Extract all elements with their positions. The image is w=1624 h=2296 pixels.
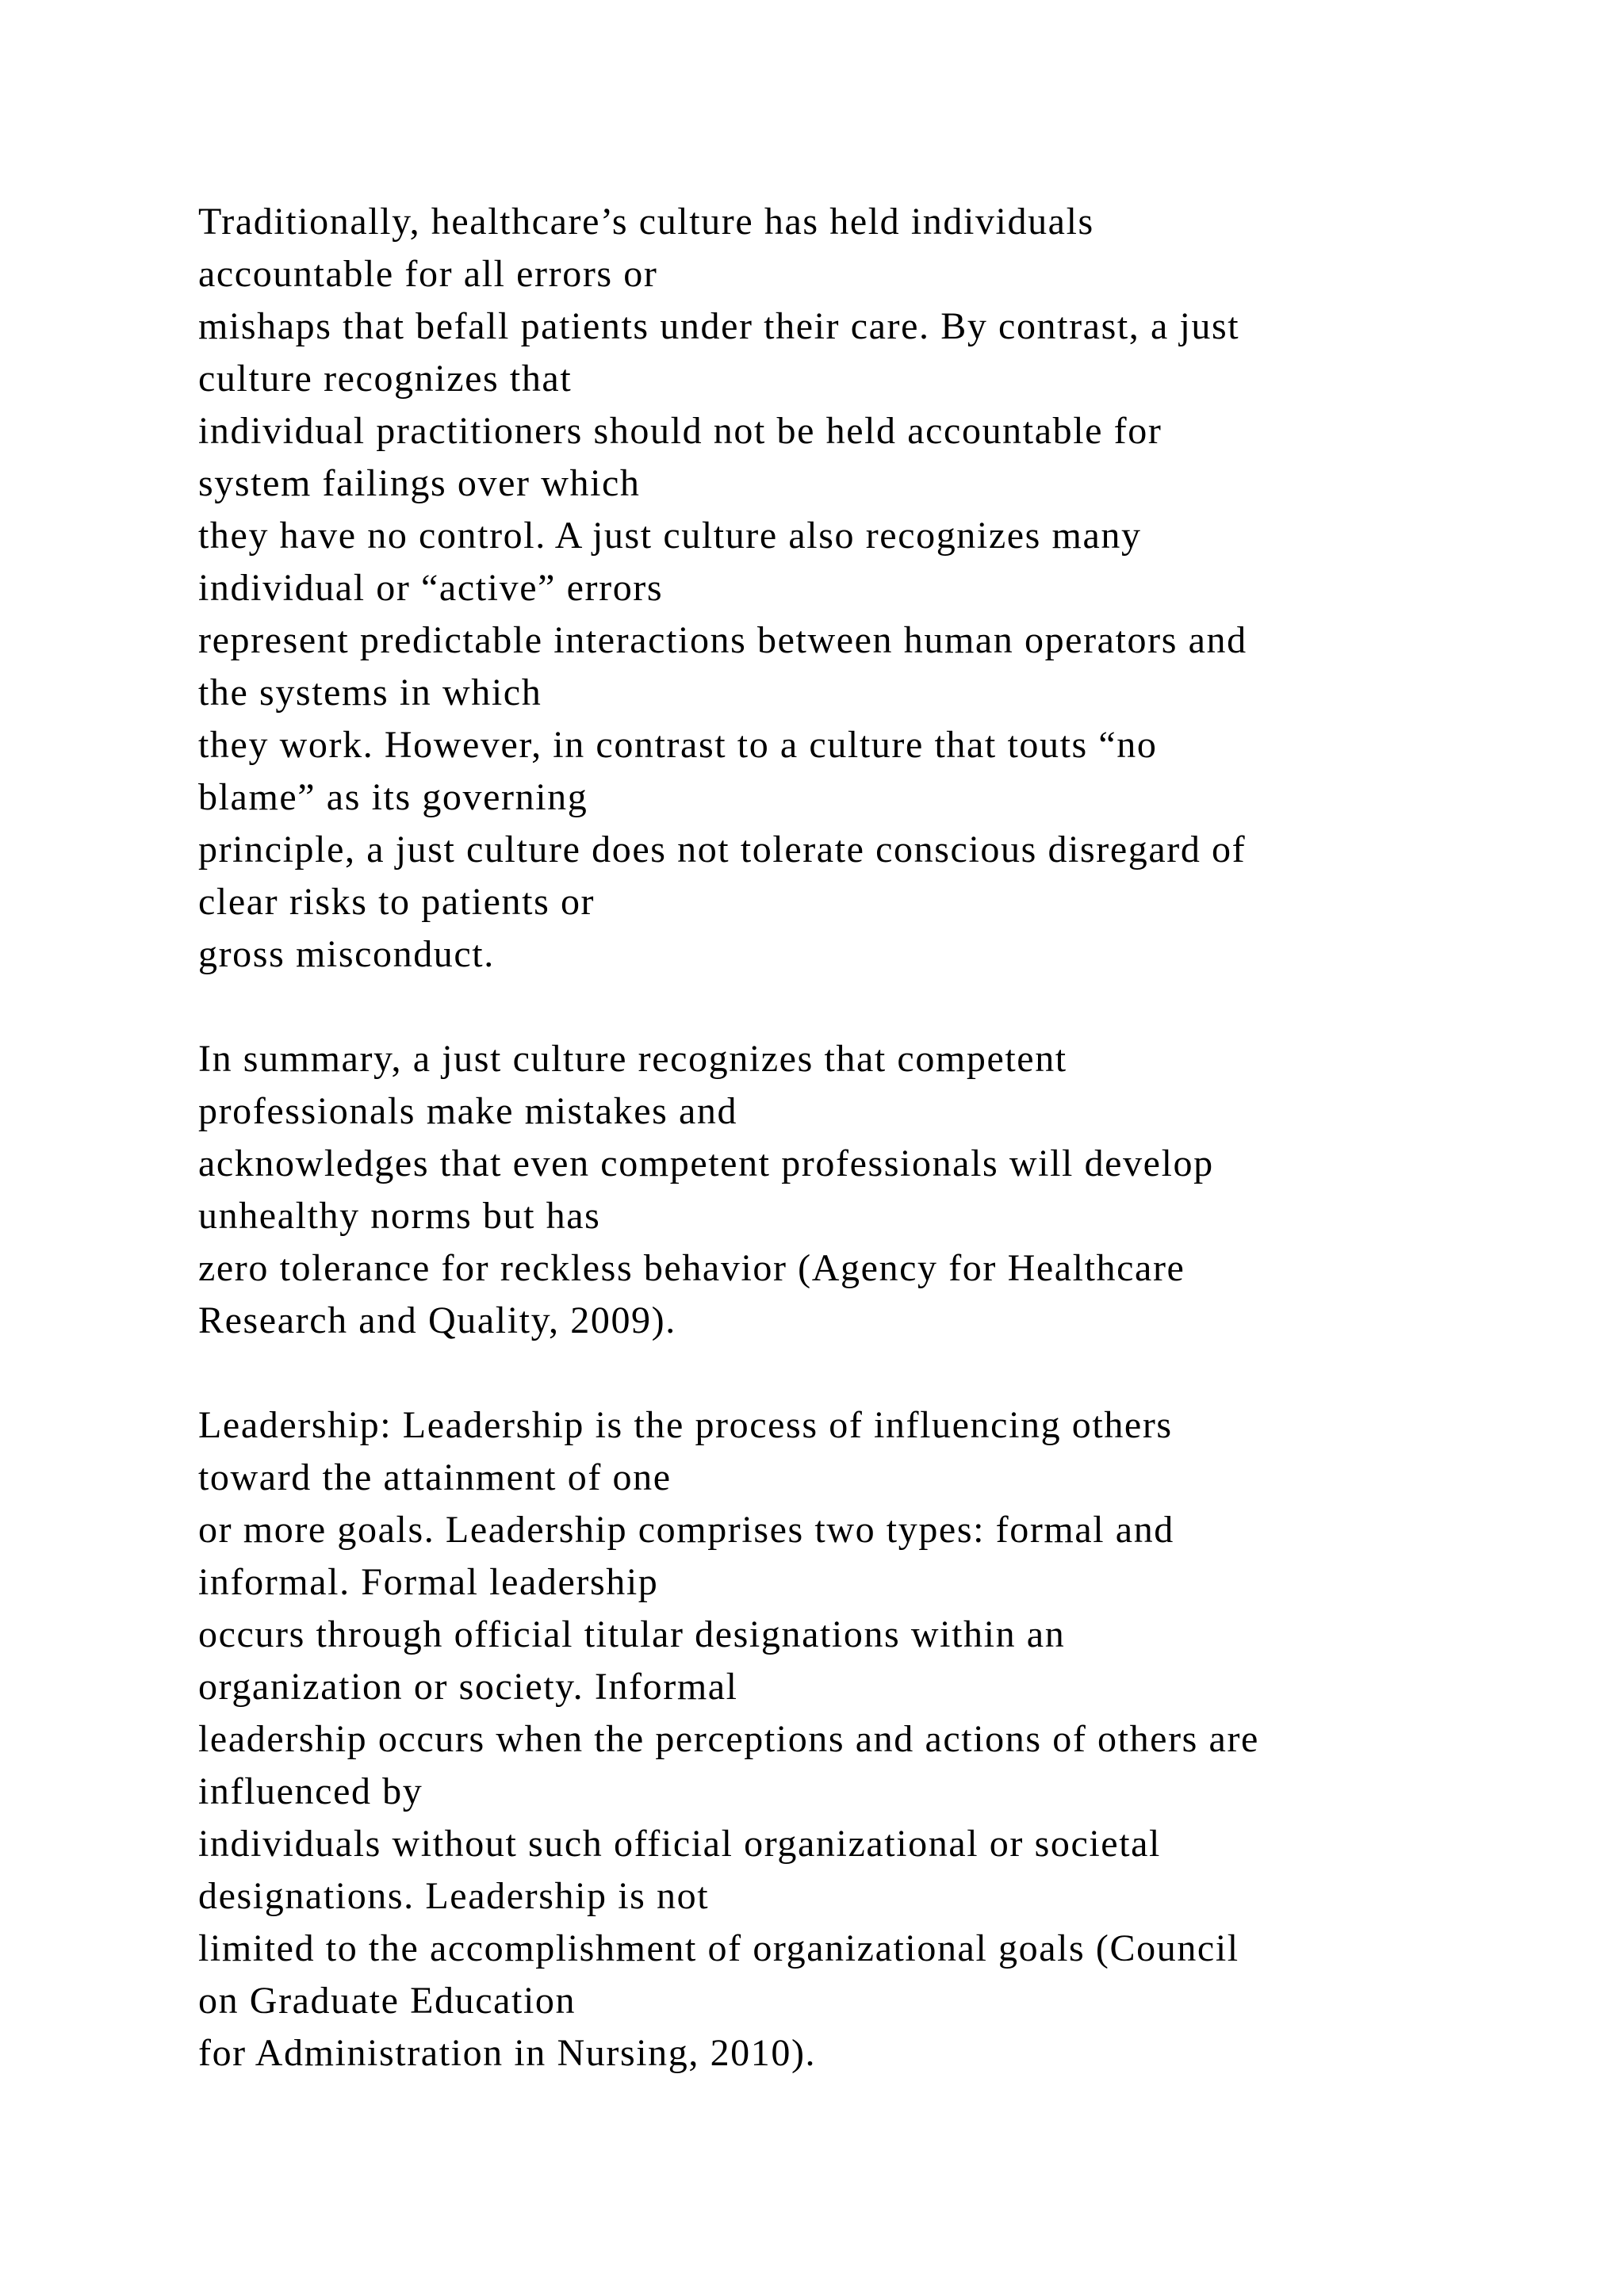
text-line: principle, a just culture does not tolerate conscious disregard of	[198, 828, 1247, 871]
document-body	[198, 196, 1467, 2080]
paragraph-spacer	[198, 981, 1467, 1033]
text-line: blame” as its governing	[198, 776, 588, 818]
paragraph-leadership	[198, 1399, 1467, 2080]
text-line: for Administration in Nursing, 2010).	[198, 2032, 817, 2074]
text-line: occurs through official titular designations within an	[198, 1613, 1066, 1655]
paragraph-spacer	[198, 1347, 1467, 1399]
text-line: unhealthy norms but has	[198, 1195, 601, 1237]
text-line: Traditionally, healthcare’s culture has held individuals	[198, 201, 1094, 243]
text-line: Leadership: Leadership is the process of influencing others	[198, 1404, 1173, 1446]
text-line: culture recognizes that	[198, 358, 573, 400]
text-line: professionals make mistakes and	[198, 1090, 738, 1132]
text-line: on Graduate Education	[198, 1980, 576, 2022]
text-line: they have no control. A just culture also recognizes many	[198, 515, 1142, 557]
paragraph-just-culture	[198, 196, 1467, 981]
paragraph-summary	[198, 1033, 1467, 1347]
text-line: individuals without such official organizational or societal	[198, 1823, 1161, 1865]
text-line: In summary, a just culture recognizes that competent	[198, 1038, 1067, 1080]
text-line: limited to the accomplishment of organizational goals (Council	[198, 1927, 1239, 1969]
text-line: gross misconduct.	[198, 933, 495, 975]
text-line: zero tolerance for reckless behavior (Agency for Healthcare	[198, 1247, 1185, 1289]
text-line: represent predictable interactions between human operators and	[198, 619, 1247, 661]
text-line: the systems in which	[198, 672, 542, 714]
text-line: acknowledges that even competent professionals will develop	[198, 1142, 1214, 1184]
text-line: individual practitioners should not be held accountable for	[198, 410, 1162, 452]
text-line: system failings over which	[198, 462, 641, 504]
text-line: informal. Formal leadership	[198, 1561, 659, 1603]
text-line: accountable for all errors or	[198, 253, 658, 295]
text-line: organization or society. Informal	[198, 1666, 738, 1708]
text-line: mishaps that befall patients under their care. By contrast, a just	[198, 305, 1240, 347]
text-line: leadership occurs when the perceptions and actions of others are	[198, 1718, 1259, 1760]
text-line: toward the attainment of one	[198, 1456, 672, 1498]
text-line: individual or “active” errors	[198, 567, 664, 609]
text-line: designations. Leadership is not	[198, 1875, 710, 1917]
text-line: they work. However, in contrast to a culture that touts “no	[198, 724, 1158, 766]
text-line: or more goals. Leadership comprises two types: formal and	[198, 1509, 1174, 1551]
text-line: clear risks to patients or	[198, 881, 596, 923]
text-line: Research and Quality, 2009).	[198, 1299, 676, 1341]
text-line: influenced by	[198, 1770, 423, 1812]
